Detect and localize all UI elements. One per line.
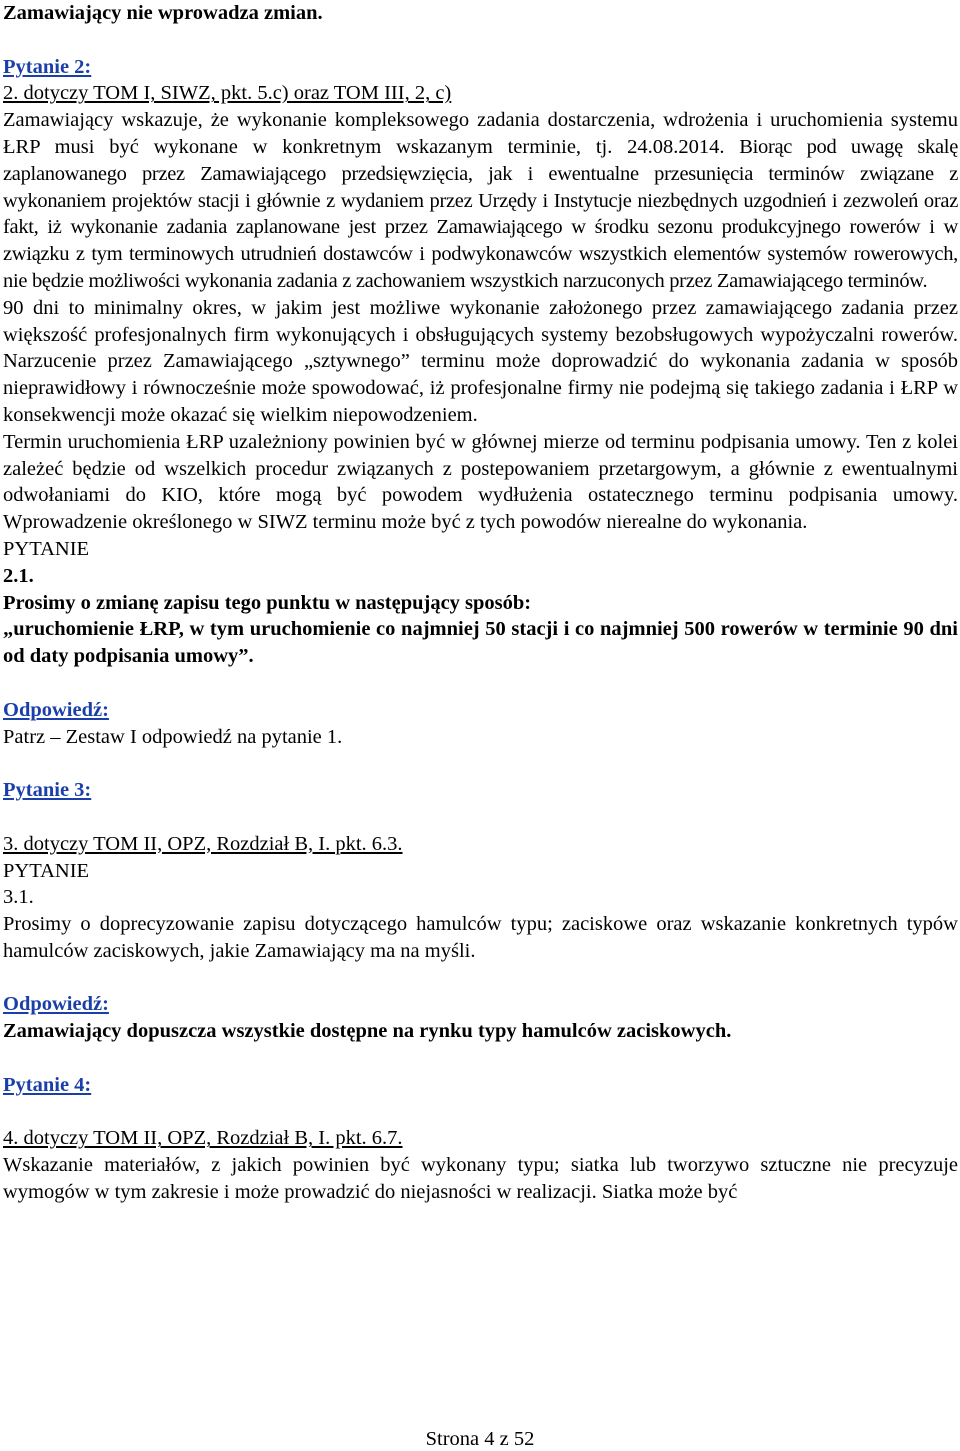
document-page	[3, 0, 958, 1206]
question-2-pytanie-label: PYTANIE	[3, 537, 90, 560]
question-3-answer-label: Odpowiedź:	[3, 993, 109, 1016]
question-4-heading: Pytanie 4:	[3, 1073, 92, 1096]
question-2-body-part-1: Zamawiający wskazuje, że wykonanie kompleksowego zadania dostarczenia, wdrożenia i uruchomienia systemu ŁRP musi być wykonane w konkretnym wskazanym terminie, tj. 24.08.2014.	[3, 109, 958, 158]
question-2-pytanie-number: 2.1.	[3, 564, 34, 587]
question-2-body-paragraph-3: Termin uruchomienia ŁRP uzależniony powinien być w głównej mierze od terminu podpisania umowy. Ten z kolei zależeć będzie od wszelkich procedur związanych z postepowaniem przetargowym, a głównie z ewentualnymi odwołaniami do KIO, które mogą być powodem wydłużenia ostatecznego terminu podpisania umowy. Wprowadzenie określonego w SIWZ terminu może być z tych powodów nierealne do wykonania.	[3, 430, 958, 534]
question-2-request-text: „uruchomienie ŁRP, w tym uruchomienie co najmniej 50 stacji i co najmniej 500 rowerów w terminie 90 dni od daty podpisania umowy”.	[3, 618, 958, 668]
top-line: Zamawiający nie wprowadza zmian.	[3, 2, 323, 24]
question-2-body-part-2: Biorąc pod uwagę skalę zaplanowanego przez Zamawiającego przedsięwzięcia, jak i ewentualne przesunięcia terminów związane z wykonaniem projektów stacji i głównie z wydaniem przez Urzędy i Instytucje niezbędnych uzgodnień i zezwoleń oraz fakt, iż wykonanie zadania zaplanowane jest przez Zamawiającego w środku sezonu produkcyjnego rowerów i w związku z tym terminowych utrudnień dostawców i podwykonawców wszystkich elementów systemów rowerowych, nie będzie możliwości wykonania zadania z zachowaniem wszystkich narzuconych przez Zamawiającego terminów.	[3, 135, 959, 292]
question-3-heading: Pytanie 3:	[3, 779, 92, 802]
question-4-body: Wskazanie materiałów, z jakich powinien być wykonany typu; siatka lub tworzywo sztuczne nie precyzuje wymogów w tym zakresie i może prowadzić do niejasności w realizacji. Siatka może być	[3, 1154, 958, 1204]
question-3-answer-text: Zamawiający dopuszcza wszystkie dostępne na rynku typy hamulców zaciskowych.	[3, 1020, 732, 1043]
question-4-reference: 4. dotyczy TOM II, OPZ, Rozdział B, I. pkt. 6.7.	[3, 1127, 403, 1150]
question-2-body-paragraph-2: 90 dni to minimalny okres, w jakim jest możliwe wykonanie założonego przez zamawiającego zadania przez większość profesjonalnych firm wykonujących i obsługujących systemy bezobsługowych wypożyczalni rowerów. Narzucenie przez Zamawiającego „sztywnego” terminu może doprowadzić do wykonania zadania w sposób nieprawidłowy i równocześnie może spowodować, iż profesjonalne firmy nie podejmą się takiego zadania i ŁRP w konsekwencji może okazać się wielkim niepowodzeniem.	[3, 296, 958, 426]
question-3-pytanie-number: 3.1.	[3, 886, 34, 909]
question-2-reference: 2. dotyczy TOM I, SIWZ, pkt. 5.c) oraz TOM III, 2, c)	[3, 82, 452, 105]
question-2-answer-label: Odpowiedź:	[3, 698, 109, 721]
page-number: Strona 4 z 52	[425, 1428, 535, 1450]
question-3-body: Prosimy o doprecyzowanie zapisu dotyczącego hamulców typu; zaciskowe oraz wskazanie konkretnych typów hamulców zaciskowych, jakie Zamawiający ma na myśli.	[3, 913, 958, 962]
question-2-answer-text: Patrz – Zestaw I odpowiedź na pytanie 1.	[3, 725, 343, 748]
question-2-heading: Pytanie 2:	[3, 55, 92, 78]
question-3-pytanie-label: PYTANIE	[3, 859, 90, 882]
page-footer	[0, 1427, 960, 1451]
question-2-body	[3, 107, 958, 295]
question-3-reference: 3. dotyczy TOM II, OPZ, Rozdział B, I. pkt. 6.3.	[3, 832, 403, 855]
question-2-request-intro: Prosimy o zmianę zapisu tego punktu w następujący sposób:	[3, 591, 532, 614]
